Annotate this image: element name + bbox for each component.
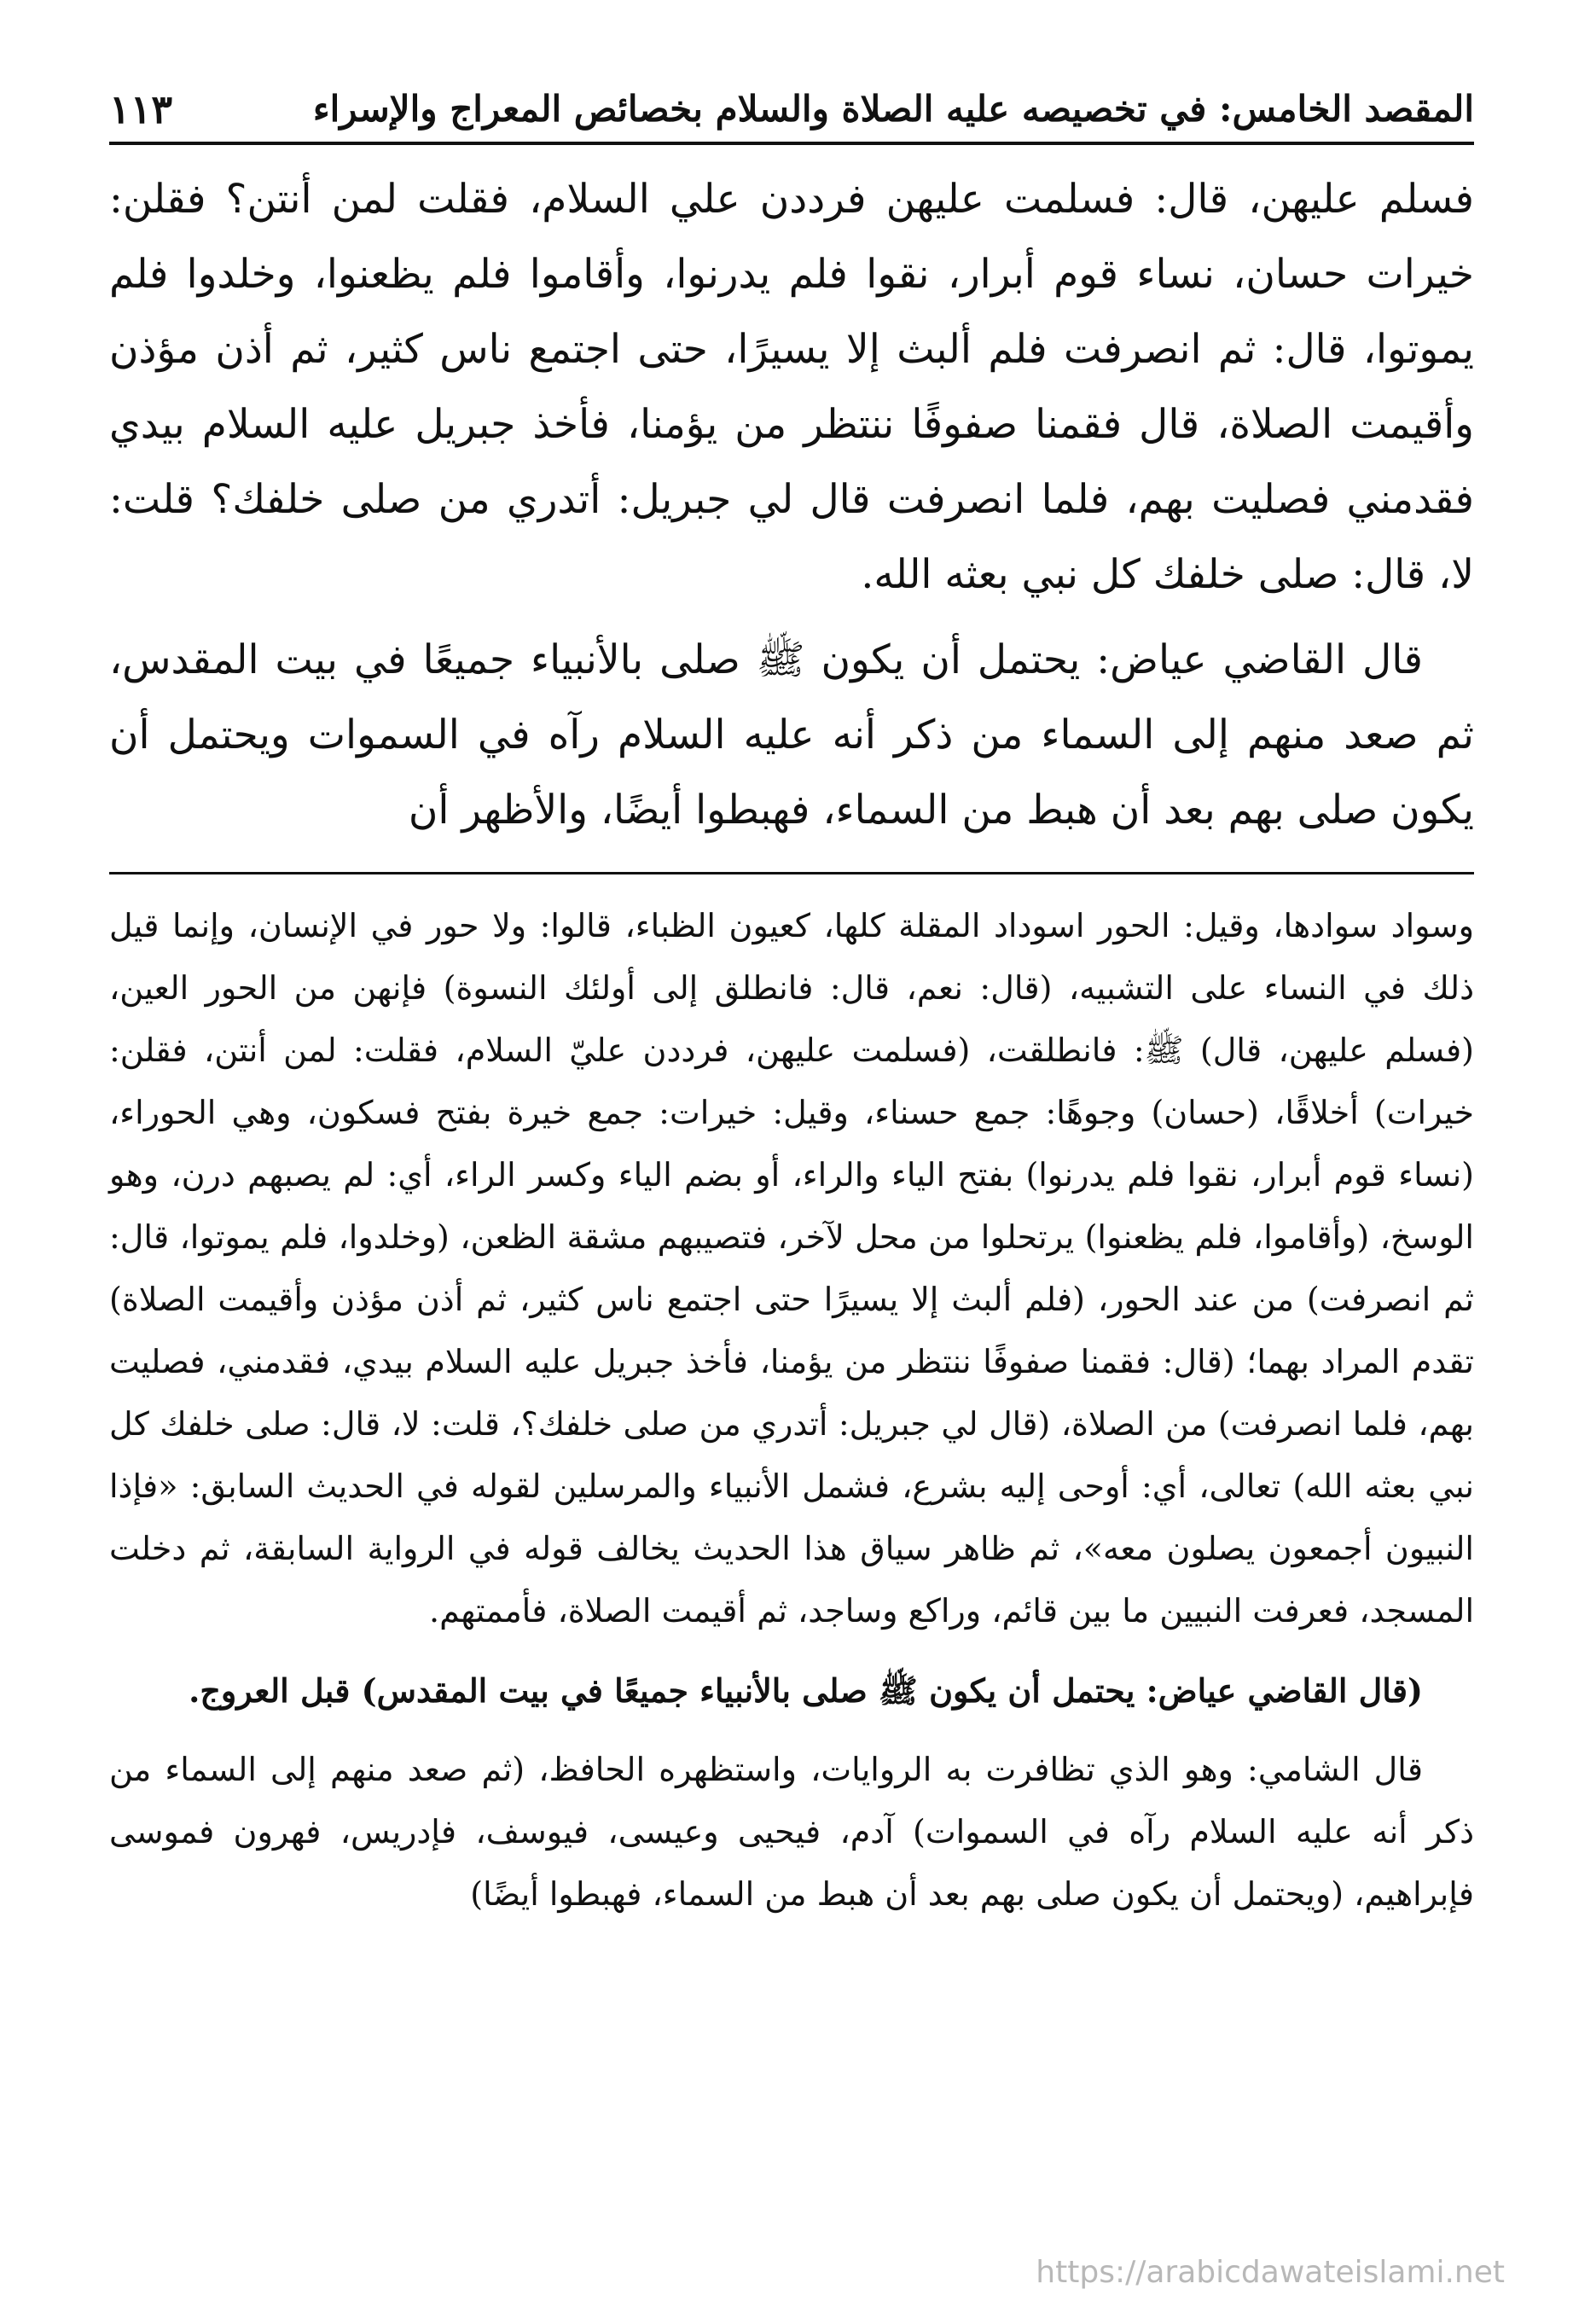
commentary-paragraph: وسواد سوادها، وقيل: الحور اسوداد المقلة كلها، كعيون الظباء، قالوا: ولا حور في الإنسان، وإنما قيل ذلك في النساء على التشبيه، (قال: نعم، قال: فانطلق إلى أولئك النسوة) فإنهن من الحور العين، (فسلم عليهن، قال) ﷺ: فانطلقت، (فسلمت عليهن، فرددن عليّ السلام، فقلت: لمن أنتن، فقلن: خيرات) أخلاقًا، (حسان) وجوهًا: جمع حسناء، وقيل: خيرات: جمع خيرة بفتح فسكون، وهي الحوراء، (نساء قوم أبرار، نقوا فلم يدرنوا) بفتح الياء والراء، أو بضم الياء وكسر الراء، أي: لم يصبهم درن، وهو الوسخ، (وأقاموا، فلم يظعنوا) يرتحلوا من محل لآخر، فتصيبهم مشقة الظعن، (وخلدوا، فلم يموتوا، قال: ثم انصرفت) من عند الحور، (فلم ألبث إلا يسيرًا حتى اجتمع ناس كثير، ثم أذن مؤذن وأقيمت الصلاة) تقدم المراد بهما؛ (قال: فقمنا صفوفًا ننتظر من يؤمنا، فأخذ جبريل عليه السلام بيدي، فقدمني، فصليت بهم، فلما انصرفت) من الصلاة، (قال لي جبريل: أتدري من صلى خلفك؟، قلت: لا، قال: صلى خلفك كل نبي بعثه الله) تعالى، أي: أوحى إليه بشرع، فشمل الأنبياء والمرسلين لقوله في الحديث السابق: «فإذا النبيون أجمعون يصلون معه»، ثم ظاهر سياق هذا الحديث يخالف قوله في الرواية السابقة، ثم دخلت المسجد، فعرفت النبيين ما بين قائم، وراكع وساجد، ثم أقيمت الصلاة، فأممتهم.: [109, 907, 1474, 1630]
footnote-separator: [109, 872, 1474, 874]
commentary-paragraph: (قال القاضي عياض: يحتمل أن يكون ﷺ صلى بالأنبياء جميعًا في بيت المقدس) قبل العروج.: [189, 1671, 1423, 1710]
header-rule: [109, 142, 1474, 145]
page-number: ١١٣: [109, 86, 173, 132]
main-paragraph: قال القاضي عياض: يحتمل أن يكون ﷺ صلى بالأنبياء جميعًا في بيت المقدس، ثم صعد منهم إلى السماء من ذكر أنه عليه السلام رآه في السموات ويحتمل أن يكون صلى بهم بعد أن هبط من السماء، فهبطوا أيضًا، والأظهر أن: [109, 636, 1474, 834]
chapter-title: المقصد الخامس: في تخصيصه عليه الصلاة والسلام بخصائص المعراج والإسراء: [312, 88, 1474, 130]
watermark-url: https://arabicdawateislami.net: [1036, 2255, 1505, 2290]
running-header: [109, 77, 1474, 137]
main-text: [109, 162, 1474, 848]
main-paragraph: فسلم عليهن، قال: فسلمت عليهن فرددن علي السلام، فقلت لمن أنتن؟ فقلن: خيرات حسان، نساء قوم أبرار، نقوا فلم يدرنوا، وأقاموا فلم يظعنوا، وخلدوا فلم يموتوا، قال: ثم انصرفت فلم ألبث إلا يسيرًا، حتى اجتمع ناس كثير، ثم أذن مؤذن وأقيمت الصلاة، قال فقمنا صفوفًا ننتظر من يؤمنا، فأخذ جبريل عليه السلام بيدي فقدمني فصليت بهم، فلما انصرفت قال لي جبريل: أتدري من صلى خلفك؟ قلت: لا، قال: صلى خلفك كل نبي بعثه الله.: [109, 176, 1474, 598]
commentary-text: [109, 895, 1474, 1926]
commentary-paragraph: قال الشامي: وهو الذي تظافرت به الروايات، واستظهره الحافظ، (ثم صعد منهم إلى السماء من ذكر أنه عليه السلام رآه في السموات) آدم، فيحيى وعيسى، فيوسف، فإدريس، فهرون فموسى فإبراهيم، (ويحتمل أن يكون صلى بهم بعد أن هبط من السماء، فهبطوا أيضًا): [109, 1751, 1474, 1913]
document-page: [109, 77, 1474, 2295]
